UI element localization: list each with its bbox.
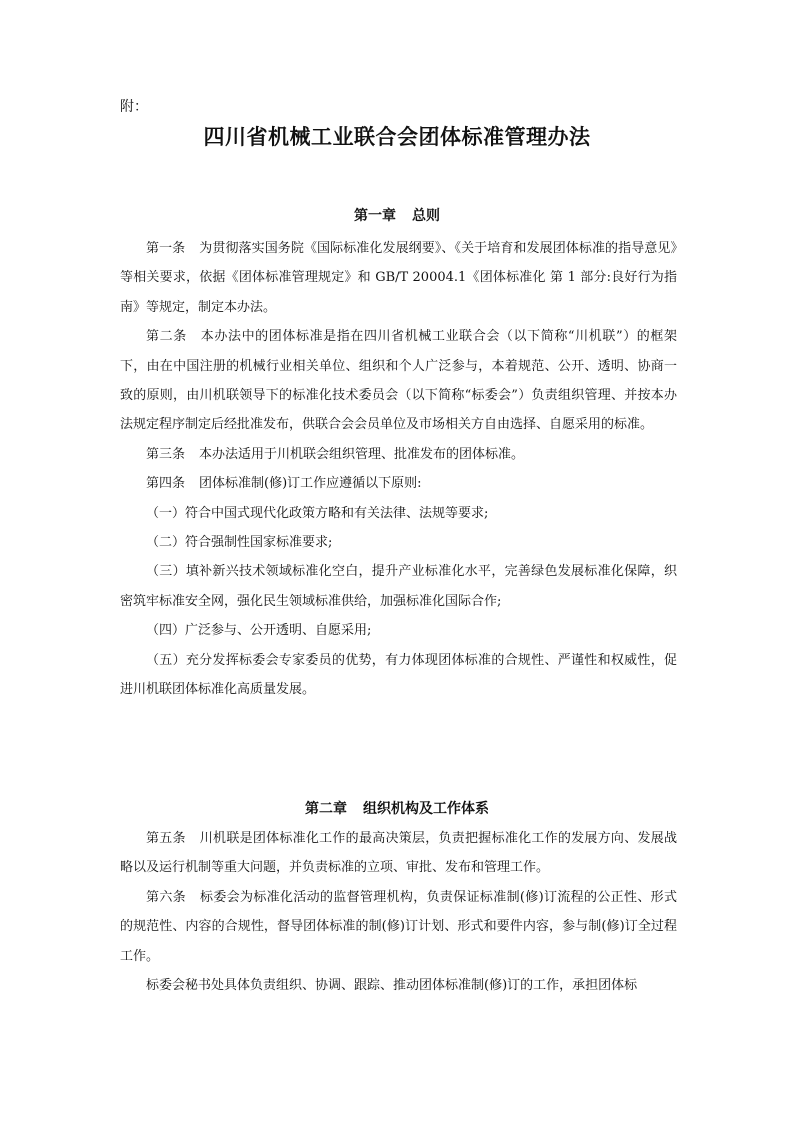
chapter-1-body xyxy=(120,234,677,705)
article-number: 第一条 xyxy=(146,241,186,256)
chapter-2-body xyxy=(120,824,677,1000)
article-text: 为贯彻落实国务院《国际标准化发展纲要》、《关于培育和发展团体标准的指导意见》等相关要求，依据《团体标准管理规定》和 GB/T 20004.1《团体标准化 第 1 部分:良好行为指南》等规定，制定本办法。 xyxy=(120,241,677,315)
list-item: （二）符合强制性国家标准要求; xyxy=(146,535,333,551)
chapter-number: 第二章 xyxy=(305,801,347,817)
chapter-heading-2 xyxy=(0,799,794,819)
chapter-name: 总则 xyxy=(412,208,440,224)
article-text: 标委会为标准化活动的监督管理机构，负责保证标准制(修)订流程的公正性、形式的规范性、内容的合规性，督导团体标准的制(修)订计划、形式和要件内容，参与制(修)订全过程工作。 xyxy=(120,889,677,964)
article-text: 本办法中的团体标准是指在四川省机械工业联合会（以下简称“川机联”）的框架下，由在中国注册的机械行业相关单位、组织和个人广泛参与，本着规范、公开、透明、协商一致的原则，由川机联领导下的标准化技术委员会（以下简称“标委会”）负责组织管理、并按本办法规定程序制定后经批准发布，供联合会会员单位及市场相关方自由选择、自愿采用的标准。 xyxy=(120,329,677,433)
article-paragraph xyxy=(120,440,677,469)
list-item: （一）符合中国式现代化政策方略和有关法律、法规等要求; xyxy=(146,505,489,521)
article-paragraph xyxy=(120,469,677,498)
document-title: 四川省机械工业联合会团体标准管理办法 xyxy=(203,124,591,149)
article-number: 第五条 xyxy=(146,831,186,846)
chapter-name: 组织机构及工作体系 xyxy=(363,801,489,817)
article-paragraph xyxy=(120,234,677,322)
article-number: 第六条 xyxy=(146,889,186,905)
article-number: 第四条 xyxy=(146,476,186,492)
list-item: （四）广泛参与、公开透明、自愿采用; xyxy=(146,623,372,639)
article-text: 川机联是团体标准化工作的最高决策层，负责把握标准化工作的发展方向、发展战略以及运行机制等重大问题，并负责标准的立项、审批、发布和管理工作。 xyxy=(120,831,677,876)
list-item: （三）填补新兴技术领域标准化空白，提升产业标准化水平，完善绿色发展标准化保障，织密筑牢标准安全网，强化民生领域标准供给，加强标准化国际合作; xyxy=(120,564,677,609)
article-number: 第二条 xyxy=(146,329,187,345)
article-paragraph xyxy=(120,322,677,440)
article-paragraph xyxy=(120,824,677,883)
chapter-heading-1 xyxy=(0,206,794,226)
chapter-number: 第一章 xyxy=(354,208,396,224)
article-paragraph xyxy=(120,883,677,971)
list-item: （五）充分发挥标委会专家委员的优势，有力体现团体标准的合规性、严谨性和权威性，促进川机联团体标准化高质量发展。 xyxy=(120,652,677,698)
article-text: 本办法适用于川机联会组织管理、批准发布的团体标准。 xyxy=(199,446,525,462)
article-number: 第三条 xyxy=(146,446,186,462)
attachment-label: 附： xyxy=(120,99,148,115)
article-text: 团体标准制(修)订工作应遵循以下原则: xyxy=(199,476,422,492)
trailing-paragraph: 标委会秘书处具体负责组织、协调、跟踪、推动团体标准制(修)订的工作，承担团体标 xyxy=(146,978,638,994)
